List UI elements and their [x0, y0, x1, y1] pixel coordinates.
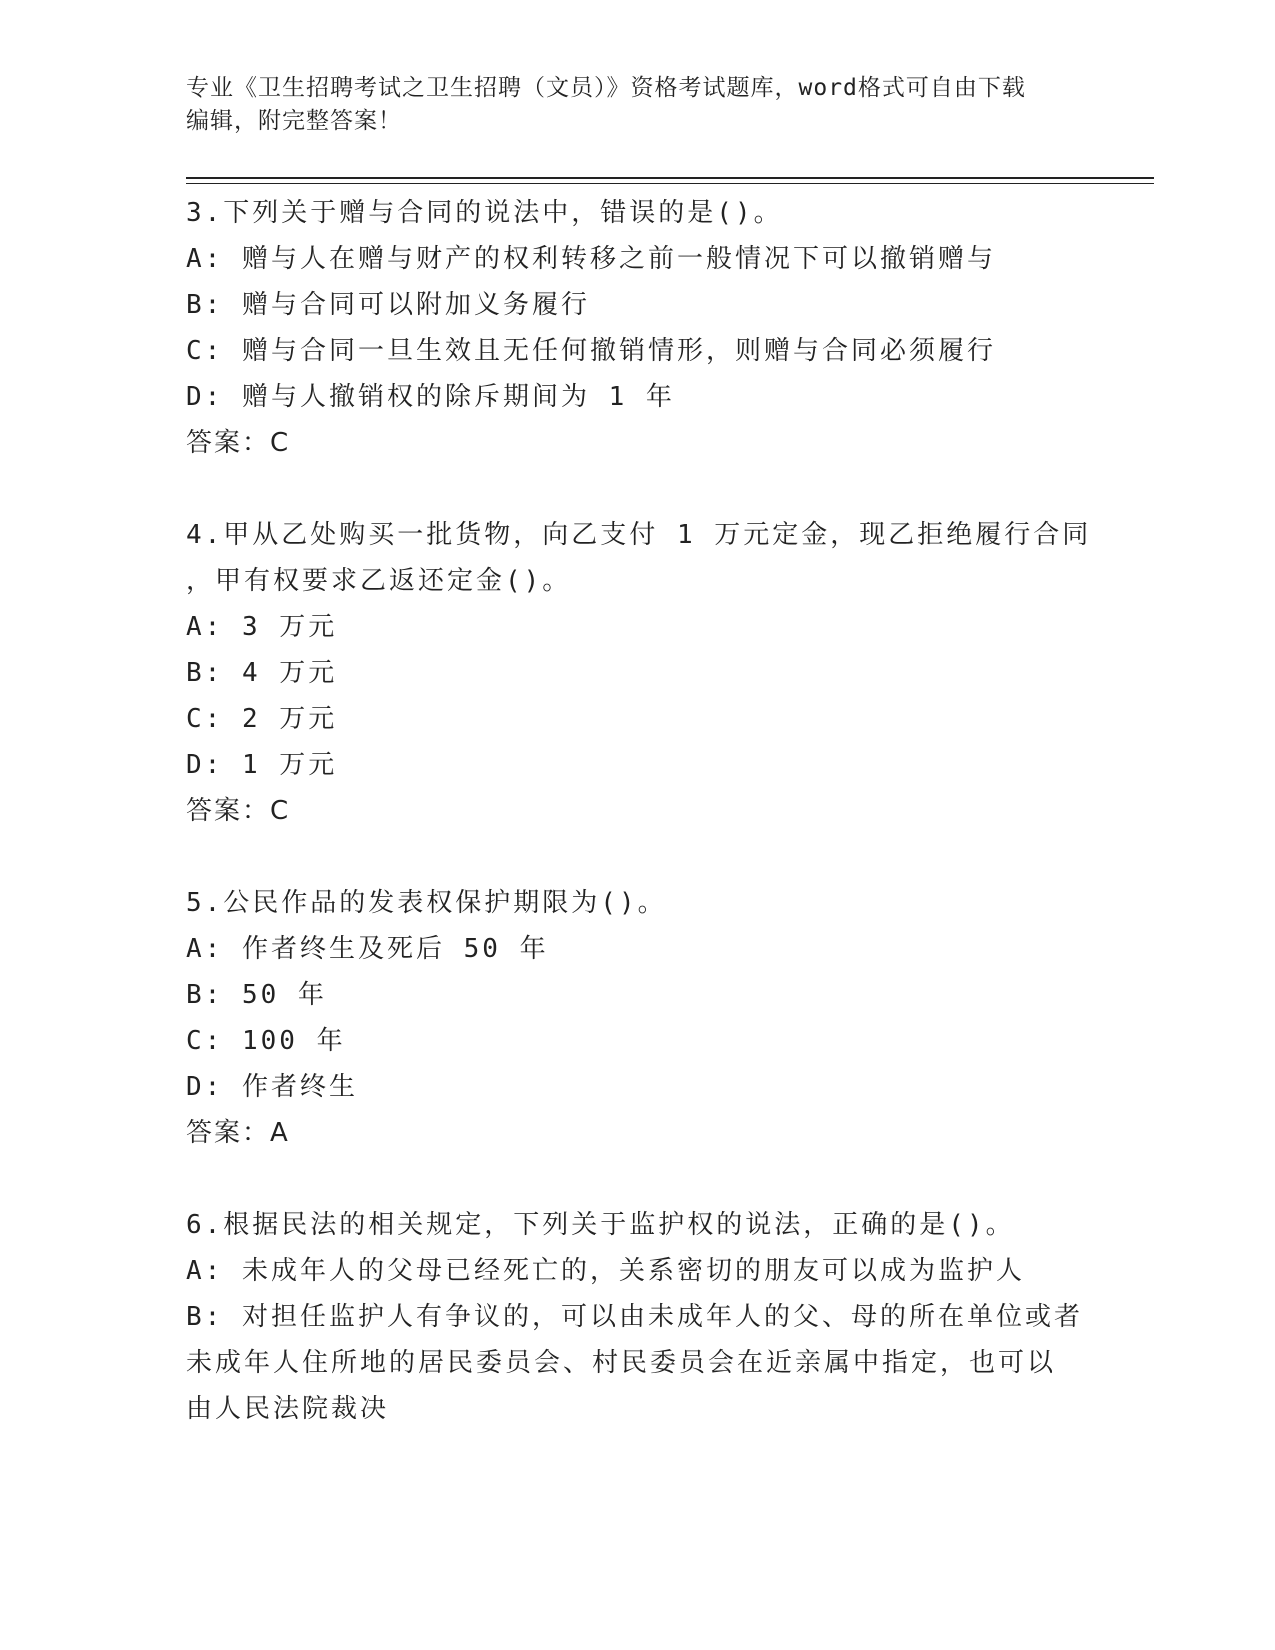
question-stem: 5.公民作品的发表权保护期限为()。	[186, 888, 667, 918]
option-d: D: 1 万元	[186, 750, 338, 780]
option-b: B: 对担任监护人有争议的，可以由未成年人的父、母的所在单位或者	[186, 1302, 1083, 1332]
answer: 答案：A	[186, 1118, 290, 1148]
option-d: D: 赠与人撤销权的除斥期间为 1 年	[186, 382, 675, 412]
header-line-1: 专业《卫生招聘考试之卫生招聘（文员）》资格考试题库，word格式可自由下载	[186, 75, 1026, 101]
question-5	[186, 880, 1086, 1156]
option-a: A: 赠与人在赠与财产的权利转移之前一般情况下可以撤销赠与	[186, 244, 996, 274]
question-stem: 6.根据民法的相关规定，下列关于监护权的说法，正确的是()。	[186, 1210, 1015, 1240]
question-stem: 4.甲从乙处购买一批货物，向乙支付 1 万元定金，现乙拒绝履行合同	[186, 520, 1092, 550]
document-header	[186, 72, 1086, 138]
option-a: A: 未成年人的父母已经死亡的，关系密切的朋友可以成为监护人	[186, 1256, 1025, 1286]
option-b-continued: 由人民法院裁决	[186, 1394, 390, 1424]
question-3	[186, 190, 1086, 466]
question-list	[186, 190, 1092, 1478]
option-a: A: 3 万元	[186, 612, 338, 642]
option-c: C: 2 万元	[186, 704, 338, 734]
option-b: B: 50 年	[186, 980, 327, 1010]
option-b: B: 赠与合同可以附加义务履行	[186, 290, 590, 320]
answer: 答案：C	[186, 796, 291, 826]
question-stem-continued: ，甲有权要求乙返还定金()。	[186, 566, 572, 596]
question-6	[186, 1202, 1086, 1432]
option-b-continued: 未成年人住所地的居民委员会、村民委员会在近亲属中指定，也可以	[186, 1348, 1057, 1378]
answer: 答案：C	[186, 428, 291, 458]
question-4	[186, 512, 1092, 834]
option-d: D: 作者终生	[186, 1072, 358, 1102]
header-divider-thick	[186, 177, 1154, 179]
question-stem: 3.下列关于赠与合同的说法中，错误的是()。	[186, 198, 783, 228]
option-b: B: 4 万元	[186, 658, 338, 688]
option-a: A: 作者终生及死后 50 年	[186, 934, 549, 964]
header-divider-thin	[186, 183, 1154, 184]
option-c: C: 100 年	[186, 1026, 346, 1056]
option-c: C: 赠与合同一旦生效且无任何撤销情形，则赠与合同必须履行	[186, 336, 996, 366]
header-line-2: 编辑，附完整答案！	[186, 108, 402, 134]
